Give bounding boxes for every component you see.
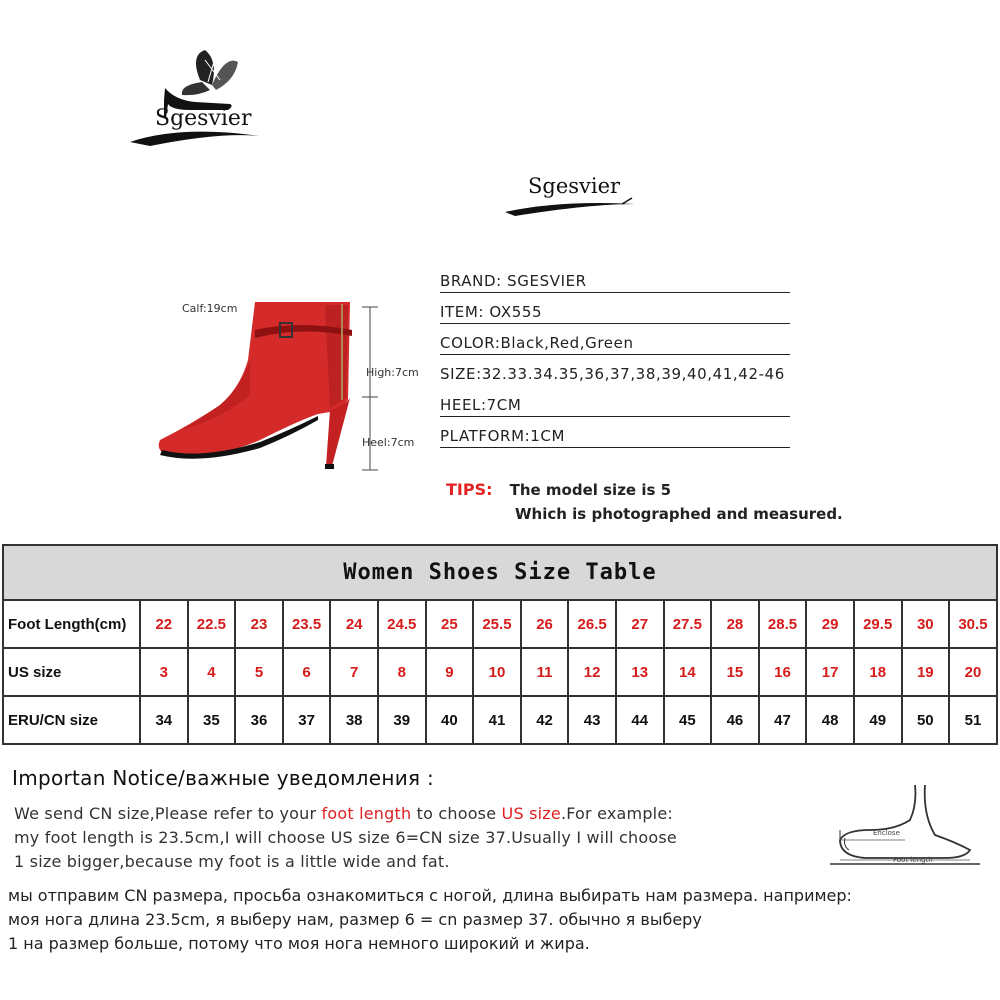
table-cell: 26.5 [568, 600, 616, 648]
table-cell: 10 [473, 648, 521, 696]
table-row [3, 600, 997, 648]
table-cell: 3 [140, 648, 188, 696]
table-cell: 9 [426, 648, 474, 696]
table-cell: 45 [664, 696, 712, 744]
table-cell: 38 [330, 696, 378, 744]
table-cell: 25 [426, 600, 474, 648]
butterfly-heel-icon [120, 40, 290, 160]
table-cell: 34 [140, 696, 188, 744]
table-cell: 36 [235, 696, 283, 744]
table-cell: 24.5 [378, 600, 426, 648]
table-cell: 11 [521, 648, 569, 696]
spec-item: ITEM: OX555 [440, 301, 790, 324]
table-cell: 15 [711, 648, 759, 696]
table-cell: 49 [854, 696, 902, 744]
notice-title: Importan Notice/важные уведомления : [12, 766, 435, 790]
spec-platform: PLATFORM:1CM [440, 425, 790, 448]
table-cell: 23 [235, 600, 283, 648]
table-cell: 41 [473, 696, 521, 744]
brand-logo-top-left [120, 40, 290, 160]
table-cell: 26 [521, 600, 569, 648]
brand-logo-text-center: Sgesvier [528, 174, 621, 198]
notice-line-2: my foot length is 23.5cm,I will choose US size 6=CN size 37.Usually I will choose [14, 828, 677, 847]
table-cell: 5 [235, 648, 283, 696]
table-cell: 14 [664, 648, 712, 696]
table-cell: 30.5 [949, 600, 997, 648]
tips-line-2: Which is photographed and measured. [515, 505, 843, 523]
size-table [2, 544, 998, 745]
calf-measure-label: Calf:19cm [182, 302, 238, 315]
table-cell: 51 [949, 696, 997, 744]
tips-block [446, 480, 671, 499]
brand-logo-center [500, 170, 650, 220]
notice-highlight-us-size: US size [501, 804, 561, 823]
table-cell: 24 [330, 600, 378, 648]
table-cell: 35 [188, 696, 236, 744]
table-cell: 13 [616, 648, 664, 696]
table-cell: 20 [949, 648, 997, 696]
table-cell: 27 [616, 600, 664, 648]
table-cell: 8 [378, 648, 426, 696]
brand-logo-text: Sgesvier [155, 106, 252, 131]
spec-size: SIZE:32.33.34.35,36,37,38,39,40,41,42-46 [440, 365, 785, 383]
table-cell: 44 [616, 696, 664, 744]
table-cell: 18 [854, 648, 902, 696]
table-cell: 39 [378, 696, 426, 744]
row-header-foot-length: Foot Length(cm) [3, 600, 140, 648]
spec-brand: BRAND: SGESVIER [440, 270, 790, 293]
table-cell: 30 [902, 600, 950, 648]
table-cell: 50 [902, 696, 950, 744]
foot-enclose-label: Enclose [873, 829, 900, 837]
table-row [3, 696, 997, 744]
table-cell: 16 [759, 648, 807, 696]
row-header-eru-cn-size: ERU/CN size [3, 696, 140, 744]
table-cell: 22.5 [188, 600, 236, 648]
foot-length-label: Foot length [893, 856, 933, 864]
tips-label: TIPS: [446, 480, 493, 499]
russian-line-1: мы отправим CN размера, просьба ознакомиться с ногой, длина выбирать нам размера. например: [8, 886, 852, 905]
table-cell: 42 [521, 696, 569, 744]
tips-line-1: The model size is 5 [509, 481, 672, 499]
row-header-us-size: US size [3, 648, 140, 696]
notice-text: to choose [411, 804, 502, 823]
table-cell: 46 [711, 696, 759, 744]
table-cell: 43 [568, 696, 616, 744]
table-cell: 28 [711, 600, 759, 648]
product-image [140, 290, 430, 480]
table-row [3, 648, 997, 696]
size-table-title: Women Shoes Size Table [3, 545, 997, 600]
table-cell: 28.5 [759, 600, 807, 648]
measurement-lines-icon [358, 305, 398, 475]
table-cell: 12 [568, 648, 616, 696]
table-cell: 47 [759, 696, 807, 744]
table-cell: 17 [806, 648, 854, 696]
table-cell: 19 [902, 648, 950, 696]
russian-line-3: 1 на размер больше, потому что моя нога немного широкий и жира. [8, 934, 590, 953]
table-cell: 4 [188, 648, 236, 696]
table-cell: 22 [140, 600, 188, 648]
table-cell: 27.5 [664, 600, 712, 648]
heel-measure-label: Heel:7cm [362, 436, 415, 449]
table-cell: 48 [806, 696, 854, 744]
notice-text: .For example: [560, 804, 673, 823]
table-cell: 29.5 [854, 600, 902, 648]
table-cell: 23.5 [283, 600, 331, 648]
table-cell: 25.5 [473, 600, 521, 648]
notice-text: We send CN size,Please refer to your [14, 804, 322, 823]
notice-line-1 [14, 804, 673, 823]
high-measure-label: High:7cm [366, 366, 419, 379]
table-cell: 6 [283, 648, 331, 696]
spec-heel: HEEL:7CM [440, 394, 790, 417]
russian-line-2: моя нога длина 23.5cm, я выберу нам, размер 6 = cn размер 37. обычно я выберу [8, 910, 702, 929]
table-cell: 29 [806, 600, 854, 648]
table-cell: 40 [426, 696, 474, 744]
table-cell: 7 [330, 648, 378, 696]
notice-line-3: 1 size bigger,because my foot is a little wide and fat. [14, 852, 450, 871]
foot-diagram [825, 780, 985, 870]
spec-color: COLOR:Black,Red,Green [440, 332, 790, 355]
notice-highlight-foot-length: foot length [321, 804, 412, 823]
table-cell: 37 [283, 696, 331, 744]
